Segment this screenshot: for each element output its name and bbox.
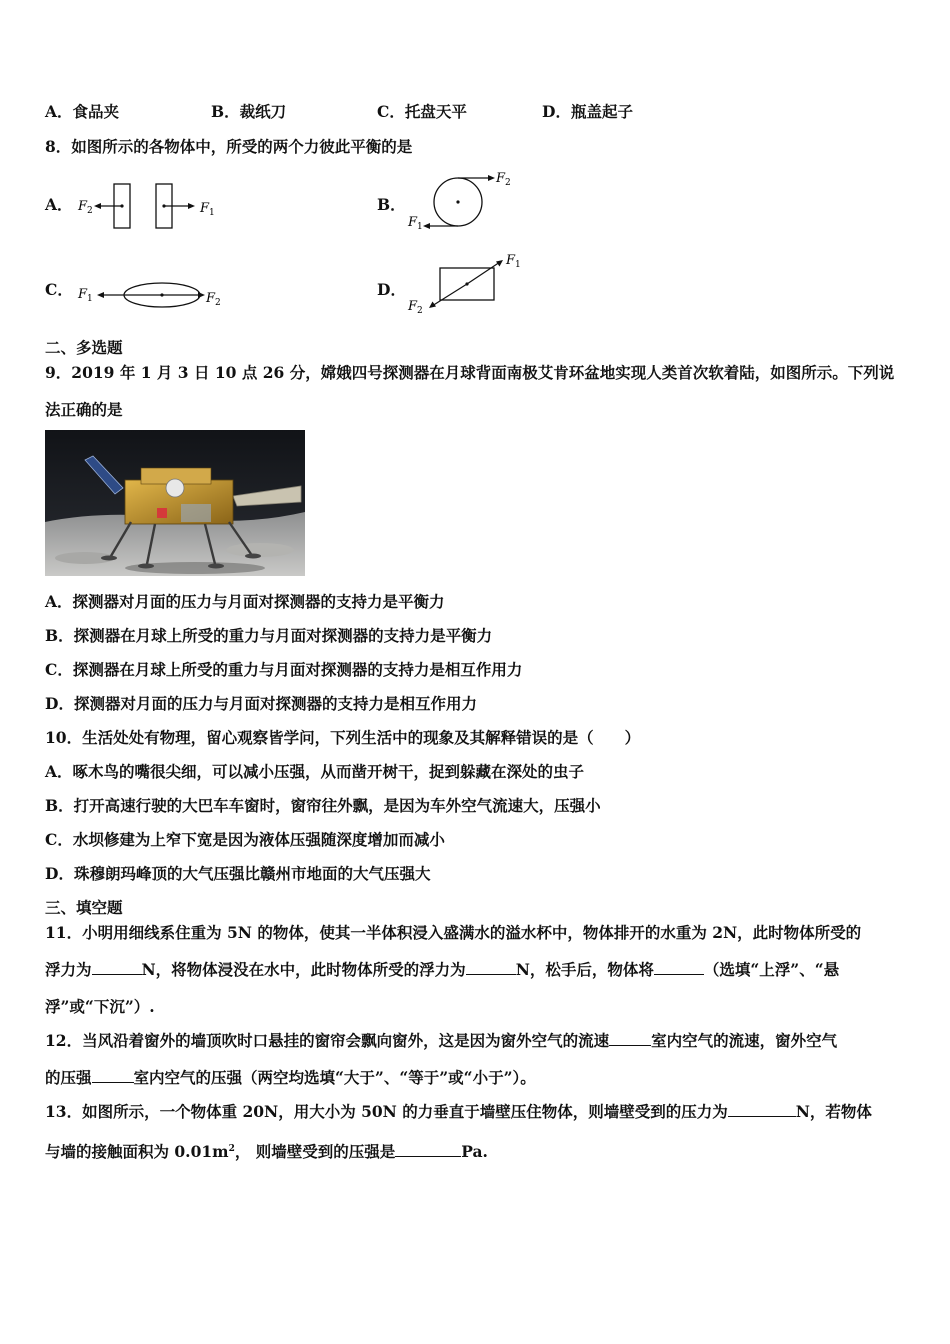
q8-figure-b (402, 166, 522, 234)
q8-label-b: B． (377, 195, 406, 214)
q13-line2: 与墙的接触面积为 $0.01m^2$， 则墙壁受到的压强是 Pa. (45, 1142, 488, 1162)
q11-blank-1[interactable] (92, 960, 142, 975)
q11-blank-3[interactable] (654, 960, 704, 975)
q8-figure-d (404, 252, 534, 322)
section-title-multiple-choice: 二、多选题 (45, 338, 123, 357)
lunar-lander-photo (45, 430, 305, 576)
q13-blank-2[interactable] (395, 1142, 461, 1157)
q7-option-b: B．裁纸刀 (211, 102, 287, 121)
q10-option-b: B．打开高速行驶的大巴车车窗时，窗帘往外飘，是因为车外空气流速大，压强小 (45, 796, 601, 815)
q7-option-d: D．瓶盖起子 (542, 102, 633, 121)
q8-label-d: D． (377, 280, 406, 299)
q9-option-b: B．探测器在月球上所受的重力与月面对探测器的支持力是平衡力 (45, 626, 493, 645)
q12-blank-1[interactable] (609, 1031, 651, 1046)
force-label-f2: $F_2$ (206, 291, 221, 308)
q12-line1: 12．当风沿着窗外的墙顶吹时口悬挂的窗帘会飘向窗外，这是因为窗外空气的流速 室内空气的流速，窗外空气 (45, 1031, 838, 1050)
force-label-f1: $F_1$ (78, 287, 93, 304)
q10-option-a: A．啄木鸟的嘴很尖细，可以减小压强，从而凿开树干，捉到躲藏在深处的虫子 (45, 762, 585, 781)
q13-line1: 13．如图所示，一个物体重 20N，用大小为 50N 的力垂直于墙壁压住物体，则墙壁受到的压力为 N，若物体 (45, 1102, 872, 1121)
force-label-f1: $F_1$ (408, 215, 423, 232)
q9-option-a: A．探测器对月面的压力与月面对探测器的支持力是平衡力 (45, 592, 445, 611)
red-module (157, 508, 167, 518)
q7-option-c: C．托盘天平 (377, 102, 467, 121)
q10-option-d: D．珠穆朗玛峰顶的大气压强比赣州市地面的大气压强大 (45, 864, 431, 883)
q8-label-c: C． (45, 280, 73, 299)
force-label-f2: $F_2$ (78, 199, 93, 216)
q9-stem-line2: 法正确的是 (45, 400, 123, 419)
q8-figure-a (70, 178, 230, 234)
q8-label-a: A． (45, 195, 73, 214)
antenna-dish (166, 479, 184, 497)
q9-option-d: D．探测器对月面的压力与月面对探测器的支持力是相互作用力 (45, 694, 477, 713)
force-label-f1: $F_1$ (200, 201, 215, 218)
q12-line2: 的压强 室内空气的压强（两空均选填“大于”、“等于”或“小于”）。 (45, 1068, 536, 1087)
q13-blank-1[interactable] (728, 1102, 796, 1117)
section-title-fill-in: 三、填空题 (45, 898, 123, 917)
force-label-f2: $F_2$ (496, 171, 511, 188)
q8-stem: 8．如图所示的各物体中，所受的两个力彼此平衡的是 (45, 137, 413, 156)
force-label-f1: $F_1$ (506, 253, 521, 270)
force-arrow-f1 (467, 262, 500, 284)
q9-option-c: C．探测器在月球上所受的重力与月面对探测器的支持力是相互作用力 (45, 660, 523, 679)
q11-blank-2[interactable] (466, 960, 516, 975)
q11-line1: 11．小明用细线系住重为 5N 的物体，使其一半体积浸入盛满水的溢水杯中，物体排开的水重为 2N，此时物体所受的 (45, 923, 862, 942)
q11-line3: 浮”或“下沉”）. (45, 997, 155, 1016)
q9-stem-line1: 9．2019 年 1 月 3 日 10 点 26 分，嫦娥四号探测器在月球背面南极艾肯环盆地实现人类首次软着陆，如图所示。下列说 (45, 363, 895, 382)
q12-blank-2[interactable] (92, 1068, 134, 1083)
q7-option-a: A．食品夹 (45, 102, 120, 121)
q10-stem: 10．生活处处有物理，留心观察皆学问，下列生活中的现象及其解释错误的是（ ） (45, 728, 641, 747)
q11-line2: 浮力为 N，将物体浸没在水中，此时物体所受的浮力为 N，松手后，物体将 （选填“上浮”、“悬 (45, 960, 840, 979)
q8-figure-c (74, 276, 234, 316)
force-arrow-f2 (432, 284, 467, 306)
q10-option-c: C．水坝修建为上窄下宽是因为液体压强随深度增加而减小 (45, 830, 445, 849)
force-label-f2: $F_2$ (408, 299, 423, 316)
